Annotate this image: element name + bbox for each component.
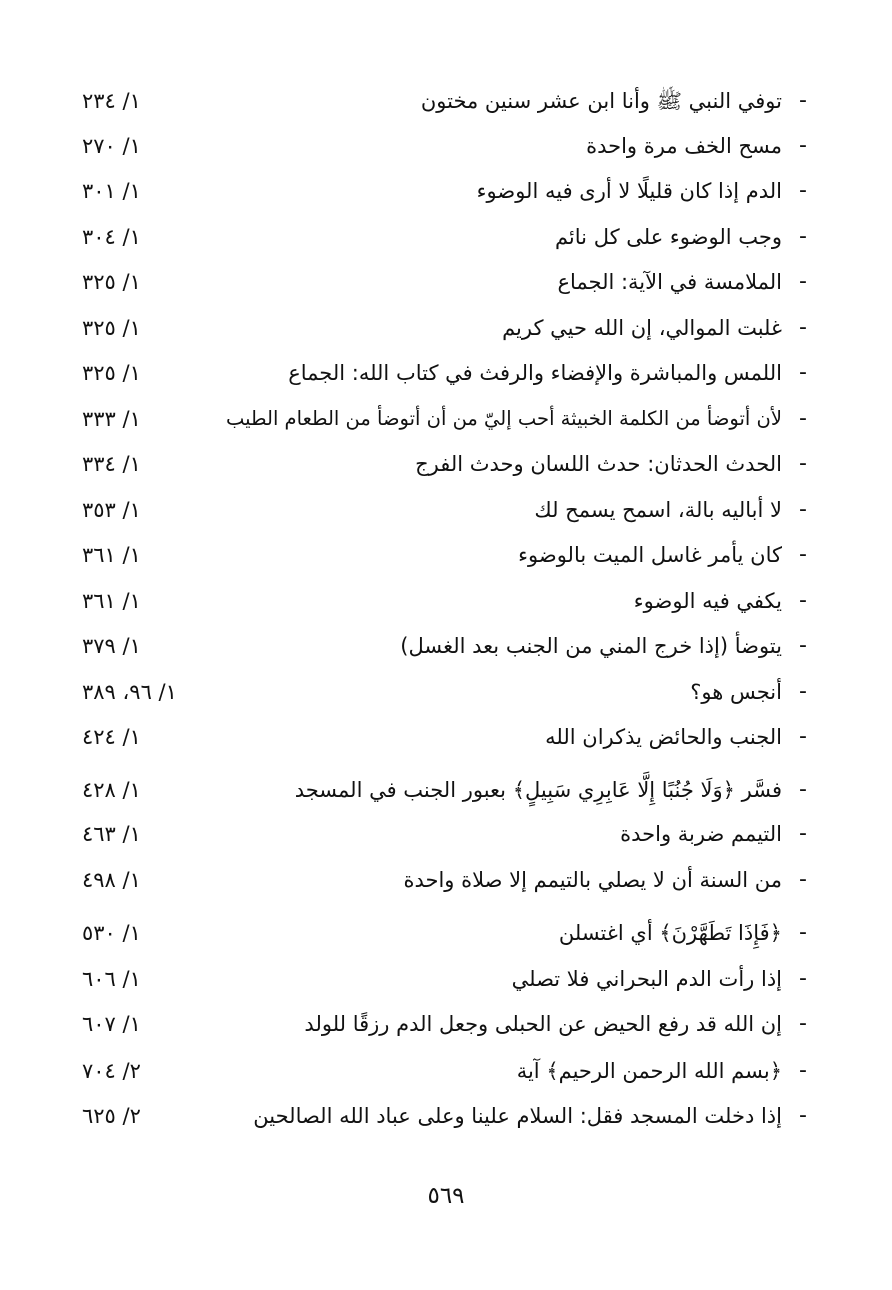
entry-text: الحدث الحدثان: حدث اللسان وحدث الفرج	[415, 452, 782, 476]
index-entry	[0, 532, 892, 578]
entry-dash: -	[799, 724, 807, 749]
entry-text: اللمس والمباشرة والإفضاء والرفث في كتاب الله: الجماع	[288, 361, 782, 385]
index-entry	[0, 396, 892, 442]
entry-reference: ١/ ٣٢٥	[82, 316, 141, 340]
entry-text: وجب الوضوء على كل نائم	[554, 225, 782, 249]
entry-reference: ١/ ٣٠٤	[82, 225, 141, 249]
index-entry	[0, 168, 892, 214]
entry-reference: ٢/ ٧٠٤	[82, 1059, 141, 1083]
entry-dash: -	[799, 178, 807, 203]
entry-dash: -	[799, 315, 807, 340]
entry-text: أنجس هو؟	[690, 680, 782, 704]
index-entry	[0, 910, 892, 956]
entry-dash: -	[799, 1103, 807, 1128]
index-entry	[0, 350, 892, 396]
entry-dash: -	[799, 88, 807, 113]
entry-text: ﴿فَإِذَا تَطَهَّرْنَ﴾ أي اغتسلن	[558, 921, 782, 945]
entry-text: إذا دخلت المسجد فقل: السلام علينا وعلى عباد الله الصالحين	[253, 1104, 782, 1128]
index-entry	[0, 1048, 892, 1094]
index-entry	[0, 441, 892, 487]
entry-reference: ١/ ٣٥٣	[82, 498, 141, 522]
entry-text: لأن أتوضأ من الكلمة الخبيثة أحب إليّ من أن أتوضأ من الطعام الطيب	[225, 407, 782, 430]
index-entry	[0, 1093, 892, 1139]
entry-reference: ١/ ٥٣٠	[82, 921, 141, 945]
entry-text: لا أباليه بالة، اسمح يسمح لك	[534, 498, 782, 522]
entry-text: من السنة أن لا يصلي بالتيمم إلا صلاة واحدة	[403, 868, 782, 892]
entry-dash: -	[799, 269, 807, 294]
entry-reference: ١/ ٢٧٠	[82, 134, 141, 158]
entry-text: غلبت الموالي، إن الله حيي كريم	[502, 316, 782, 340]
entry-text: الجنب والحائض يذكران الله	[545, 725, 782, 749]
entry-reference: ١/ ٤٢٨	[82, 778, 141, 802]
entry-reference: ١/ ٤٩٨	[82, 868, 141, 892]
index-entry	[0, 714, 892, 760]
entry-reference: ١/ ٣٣٣	[82, 407, 141, 431]
entry-text: التيمم ضربة واحدة	[620, 822, 782, 846]
entry-dash: -	[799, 920, 807, 945]
index-entry	[0, 623, 892, 669]
entry-reference: ١/ ٣٦١	[82, 543, 141, 567]
entry-text: فسَّر ﴿وَلَا جُنُبًا إِلَّا عَابِرِي سَبِيلٍ﴾ بعبور الجنب في المسجد	[294, 778, 782, 802]
entry-dash: -	[799, 133, 807, 158]
entry-dash: -	[799, 224, 807, 249]
entry-reference: ١/ ٣٠١	[82, 179, 141, 203]
index-entry	[0, 578, 892, 624]
entry-text: إذا رأت الدم البحراني فلا تصلي	[511, 967, 782, 991]
entry-dash: -	[799, 679, 807, 704]
entry-reference: ١/ ٦٠٦	[82, 967, 141, 991]
index-entry	[0, 811, 892, 857]
entry-reference: ١/ ٣٢٥	[82, 361, 141, 385]
entry-reference: ١/ ٣٦١	[82, 589, 141, 613]
entry-dash: -	[799, 1011, 807, 1036]
index-entry	[0, 1001, 892, 1047]
entry-reference: ١/ ٤٦٣	[82, 822, 141, 846]
entry-dash: -	[799, 633, 807, 658]
entry-dash: -	[799, 821, 807, 846]
entry-reference: ٢/ ٦٢٥	[82, 1104, 141, 1128]
entry-text: توفي النبي ﷺ وأنا ابن عشر سنين مختون	[420, 89, 782, 113]
entry-reference: ١/ ٣٢٥	[82, 270, 141, 294]
page-number: ٥٦٩	[427, 1183, 465, 1209]
entry-text: يتوضأ (إذا خرج المني من الجنب بعد الغسل)	[400, 634, 782, 658]
entry-dash: -	[799, 966, 807, 991]
entry-dash: -	[799, 867, 807, 892]
entry-dash: -	[799, 777, 807, 802]
entry-dash: -	[799, 451, 807, 476]
index-entry	[0, 956, 892, 1002]
entry-text: إن الله قد رفع الحيض عن الحبلى وجعل الدم رزقًا للولد	[304, 1012, 782, 1036]
index-entry	[0, 78, 892, 124]
entry-text: ﴿بسم الله الرحمن الرحيم﴾ آية	[516, 1059, 782, 1083]
entry-reference: ١/ ٢٣٤	[82, 89, 141, 113]
index-entry	[0, 214, 892, 260]
entry-dash: -	[799, 542, 807, 567]
index-entry	[0, 259, 892, 305]
entry-dash: -	[799, 588, 807, 613]
entry-text: كان يأمر غاسل الميت بالوضوء	[518, 543, 782, 567]
entry-reference: ١/ ٣٧٩	[82, 634, 141, 658]
index-entry	[0, 123, 892, 169]
entry-dash: -	[799, 360, 807, 385]
entry-text: يكفي فيه الوضوء	[633, 589, 782, 613]
entry-reference: ١/ ٤٢٤	[82, 725, 141, 749]
entry-text: الدم إذا كان قليلًا لا أرى فيه الوضوء	[476, 179, 782, 203]
index-entry	[0, 857, 892, 903]
entry-reference: ١/ ٦٠٧	[82, 1012, 141, 1036]
entry-text: الملامسة في الآية: الجماع	[557, 270, 782, 294]
index-entry	[0, 305, 892, 351]
index-entry	[0, 767, 892, 813]
entry-dash: -	[799, 1058, 807, 1083]
entry-text: مسح الخف مرة واحدة	[586, 134, 782, 158]
index-entry	[0, 487, 892, 533]
entry-dash: -	[799, 406, 807, 431]
entry-reference: ١/ ٩٦، ٣٨٩	[82, 680, 177, 704]
entry-reference: ١/ ٣٣٤	[82, 452, 141, 476]
index-entry	[0, 669, 892, 715]
entry-dash: -	[799, 497, 807, 522]
